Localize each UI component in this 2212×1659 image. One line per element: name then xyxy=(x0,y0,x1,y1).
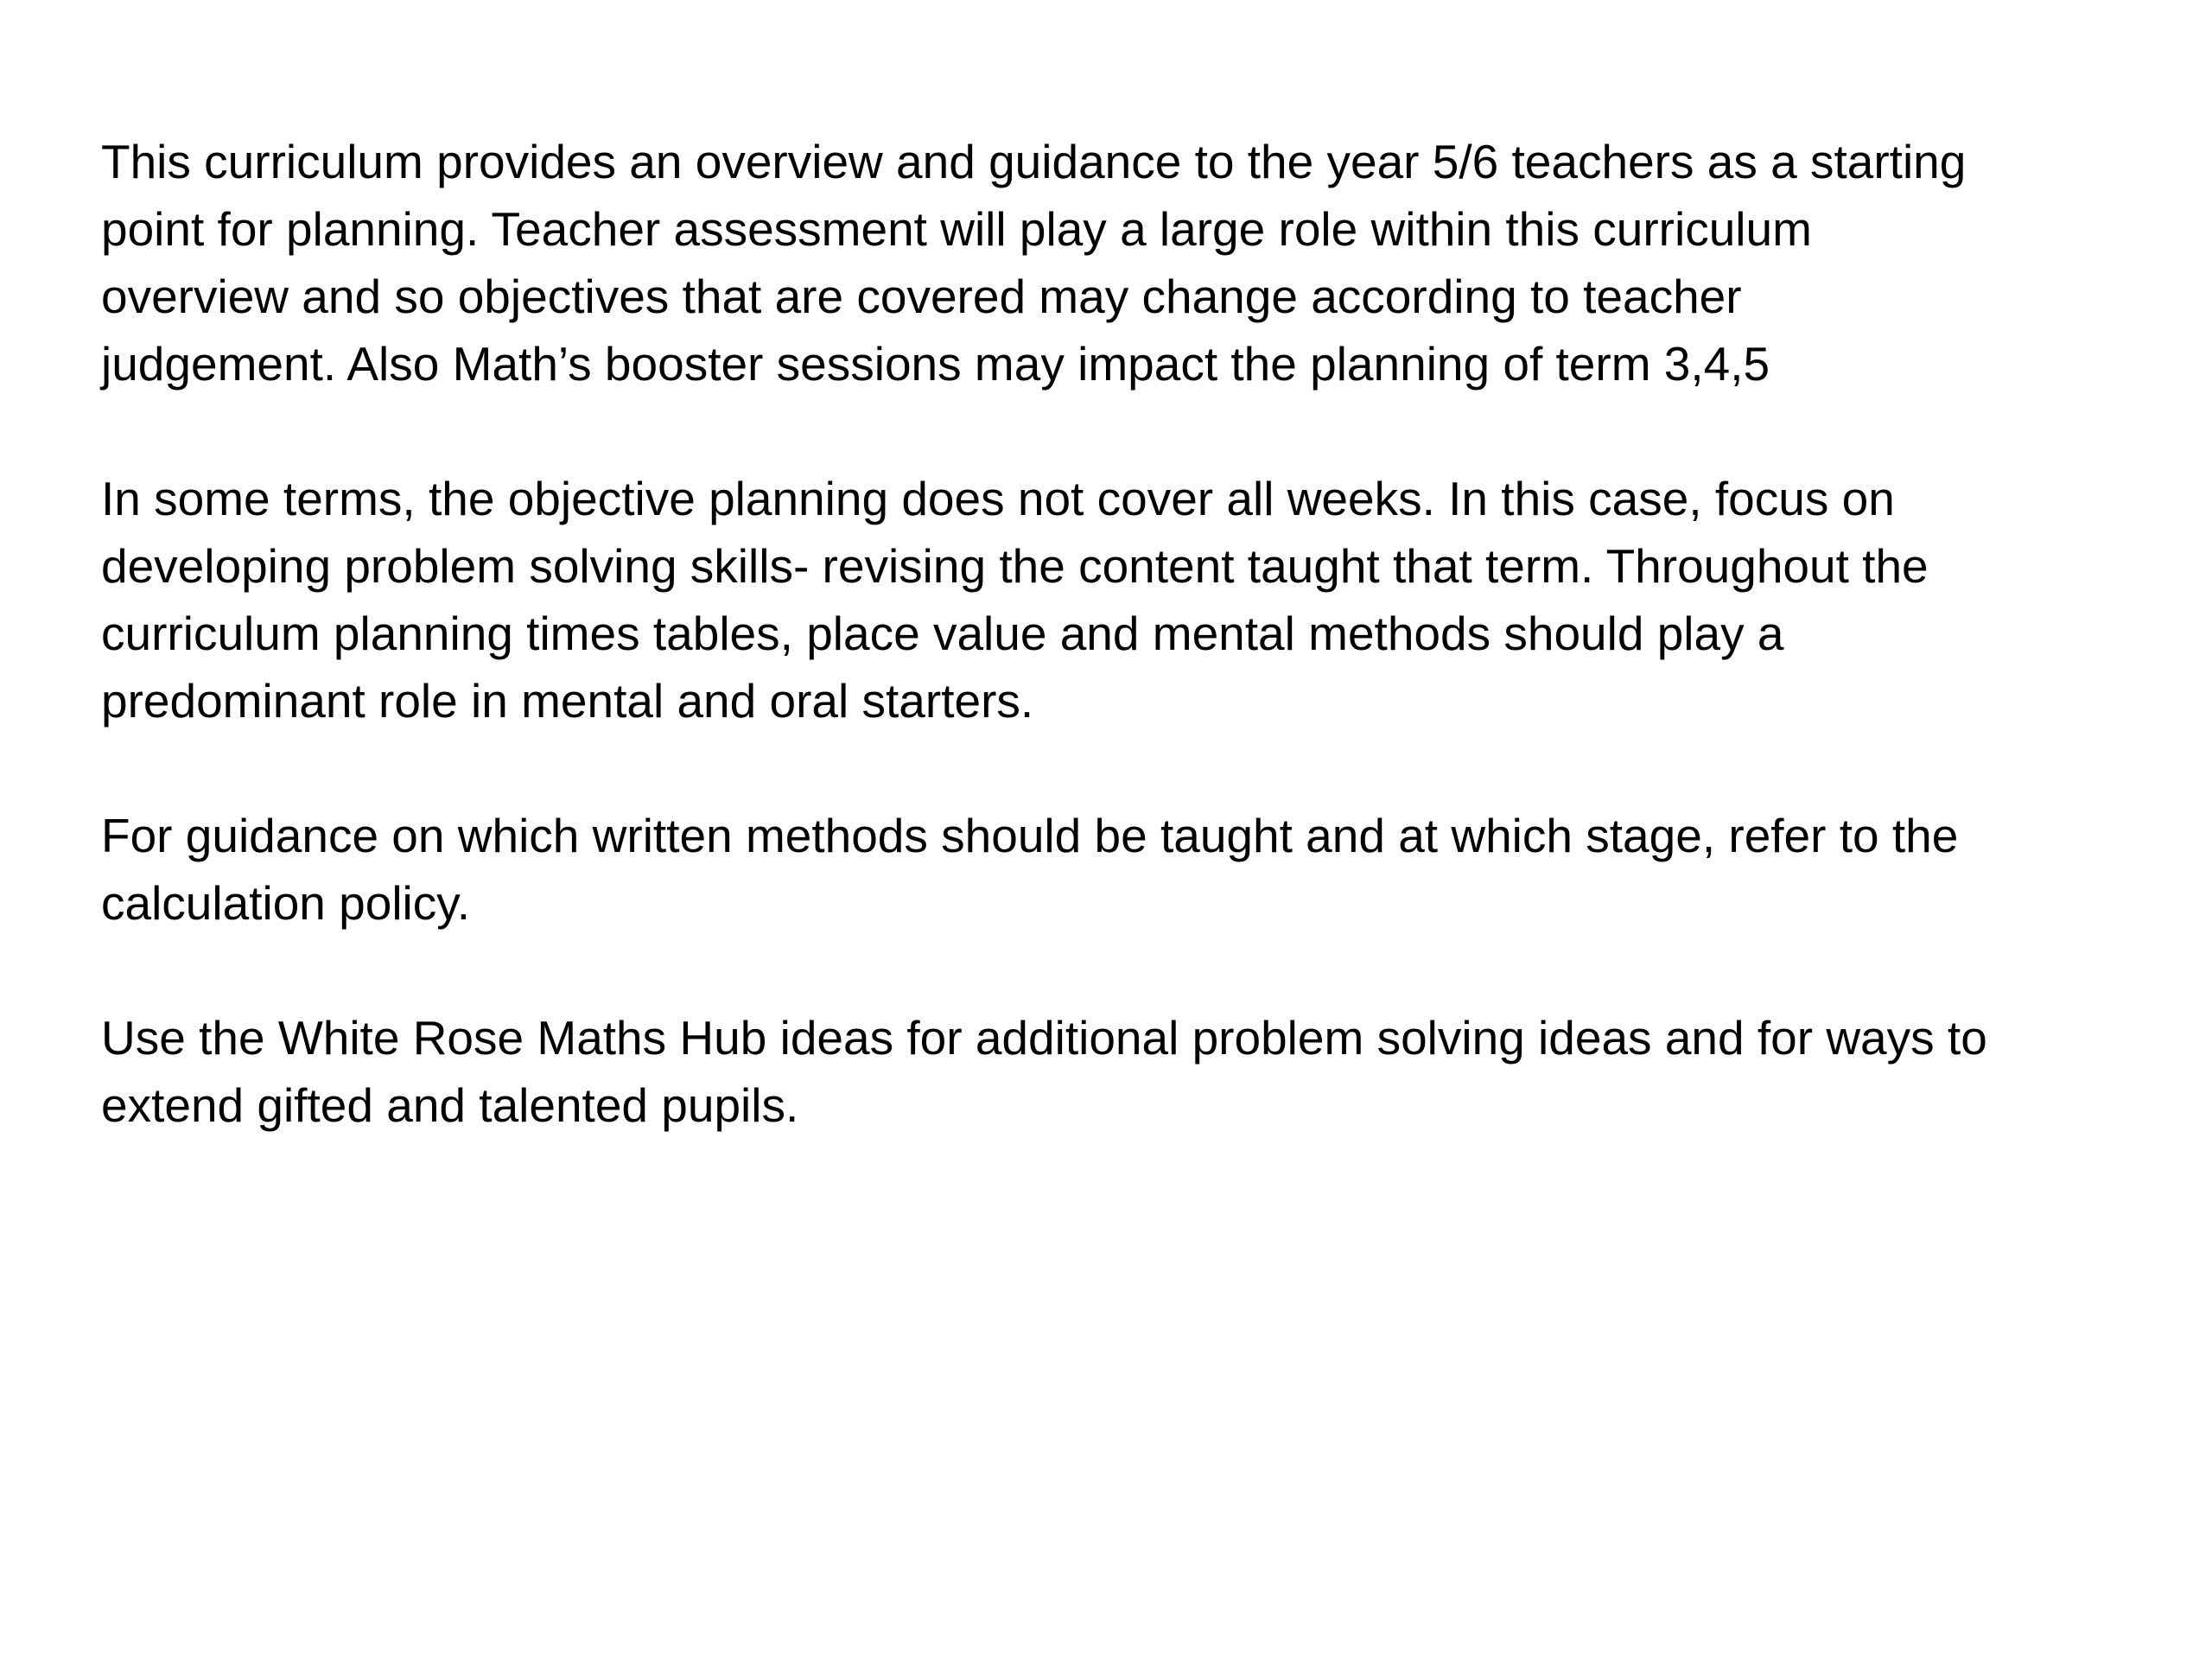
text-line: calculation policy. xyxy=(101,876,470,930)
text-line: Use the White Rose Maths Hub ideas for additional problem solving ideas and for ways to xyxy=(101,1011,1987,1065)
text-line: curriculum planning times tables, place value and mental methods should play a xyxy=(101,607,1784,660)
paragraph-written-methods xyxy=(101,802,2140,937)
text-line: predominant role in mental and oral starters. xyxy=(101,674,1034,728)
text-body xyxy=(101,128,2140,1206)
paragraph-white-rose xyxy=(101,1004,2140,1139)
text-line: In some terms, the objective planning does not cover all weeks. In this case, focus on xyxy=(101,472,1895,525)
text-line: point for planning. Teacher assessment will play a large role within this curriculum xyxy=(101,202,1812,256)
paragraph-problem-solving xyxy=(101,465,2140,734)
text-line: judgement. Also Math’s booster sessions may impact the planning of term 3,4,5 xyxy=(101,337,1770,391)
paragraph-curriculum-overview xyxy=(101,128,2140,397)
text-line: overview and so objectives that are covered may change according to teacher xyxy=(101,270,1742,323)
text-line: For guidance on which written methods should be taught and at which stage, refer to the xyxy=(101,809,1959,862)
text-line: extend gifted and talented pupils. xyxy=(101,1078,799,1132)
text-line: developing problem solving skills- revising the content taught that term. Throughout the xyxy=(101,539,1929,593)
text-line: This curriculum provides an overview and guidance to the year 5/6 teachers as a starting xyxy=(101,135,1967,188)
